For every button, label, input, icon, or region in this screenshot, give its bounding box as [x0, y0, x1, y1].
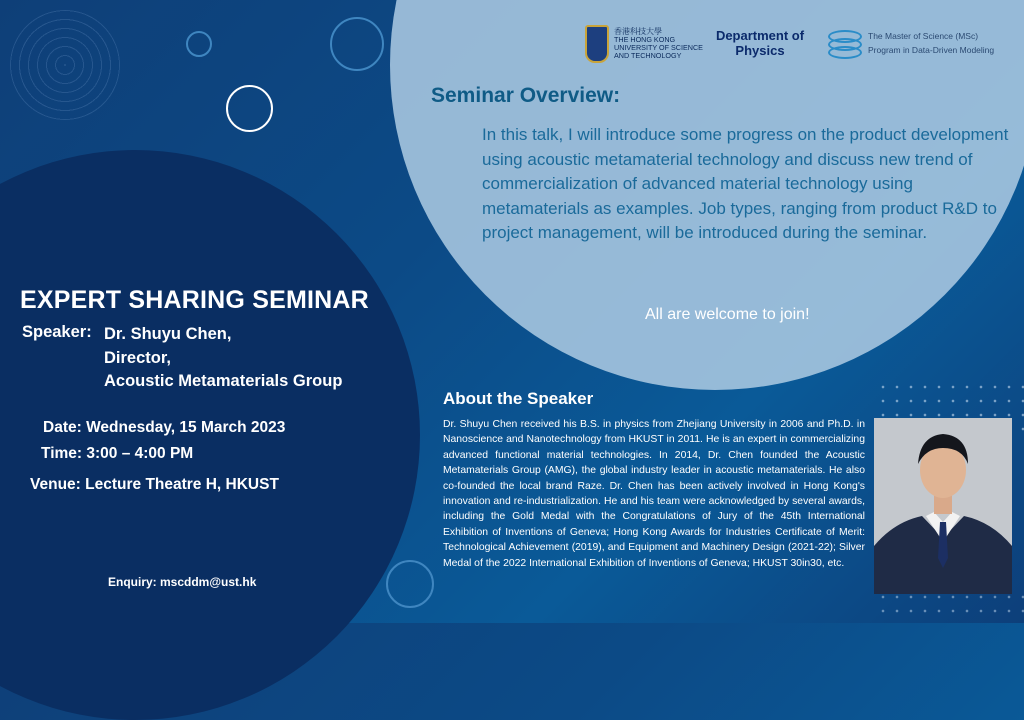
concentric-rings-decoration [10, 10, 120, 120]
venue-value: Lecture Theatre H, HKUST [85, 476, 279, 493]
ring-decoration [226, 85, 273, 132]
welcome-text: All are welcome to join! [645, 306, 810, 323]
department-line: Physics [735, 43, 785, 58]
date-row [43, 419, 285, 437]
hkust-crest-icon [585, 25, 609, 63]
hkust-name [614, 28, 703, 60]
msc-ring-logo-icon [826, 28, 862, 58]
speaker-photo [874, 418, 1012, 594]
time-value: 3:00 – 4:00 PM [86, 445, 194, 462]
dot-grid-decoration [876, 590, 1024, 623]
university-name-line: THE HONG KONG [614, 35, 676, 44]
speaker-label: Speaker: [22, 323, 92, 341]
department-name [710, 28, 810, 58]
overview-body: In this talk, I will introduce some progress on the product development using acoustic metamaterial technology and discuss new trend of commercialization of advanced material technology using metamaterials as examples. Job types, ranging from product R&D to project management, will be introduced during the seminar. [482, 125, 1009, 242]
about-body: Dr. Shuyu Chen received his B.S. in physics from Zhejiang University in 2006 and Ph.D. in Nanoscience and Nanotechnology from HKUST in 2011. He is an expert in commercializing advanced functional material technologies. In 2014, Dr. Chen founded the Acoustic Metamaterials Group (AMG), the global industry leader in acoustic metamaterials. He also co-founded the local brand Raze. Dr. Chen has been actively involved in Hong Kong's innovation and re-industrialization. He and his team were acknowledged by several awards, including the Gold Medal with the Congratulations of Jury of the 45th International Exhibition of Inventions of Geneva; Hong Kong Awards for Industries Certificate of Merit: Technological Achievement (2019), and Equipment and Machinery Design (2021-22); Silver Medal of the 2022 International Exhibition of Inventions of Geneva; HKUST 30in30, etc. [443, 419, 865, 569]
venue-row [30, 476, 279, 494]
university-name-line: AND TECHNOLOGY [614, 51, 682, 60]
program-name [868, 29, 994, 57]
time-row [41, 445, 193, 463]
program-line: Program in Data-Driven Modeling [868, 45, 995, 55]
ring-decoration [186, 31, 212, 57]
date-label: Date: [43, 419, 82, 436]
department-line: Department of [715, 28, 805, 43]
speaker-details [104, 323, 342, 394]
about-title: About the Speaker [443, 389, 594, 408]
time-label: Time: [41, 445, 83, 462]
university-name-line: UNIVERSITY OF SCIENCE [614, 43, 703, 52]
enquiry-contact: Enquiry: mscddm@ust.hk [108, 575, 257, 589]
speaker-organization: Acoustic Metamaterials Group [104, 372, 343, 390]
speaker-role: Director, [104, 348, 171, 367]
date-value: Wednesday, 15 March 2023 [86, 419, 286, 436]
msc-program-logo [826, 28, 994, 58]
speaker-name: Dr. Shuyu Chen, [104, 325, 232, 343]
program-line: The Master of Science (MSc) [868, 31, 979, 41]
overview-title: Seminar Overview: [431, 84, 621, 107]
hkust-logo [585, 25, 703, 63]
seminar-title: EXPERT SHARING SEMINAR [20, 286, 369, 314]
venue-label: Venue: [30, 476, 81, 493]
ring-decoration [386, 560, 434, 608]
ring-decoration [330, 17, 384, 71]
university-name-zh: 香港科技大學 [614, 27, 662, 36]
